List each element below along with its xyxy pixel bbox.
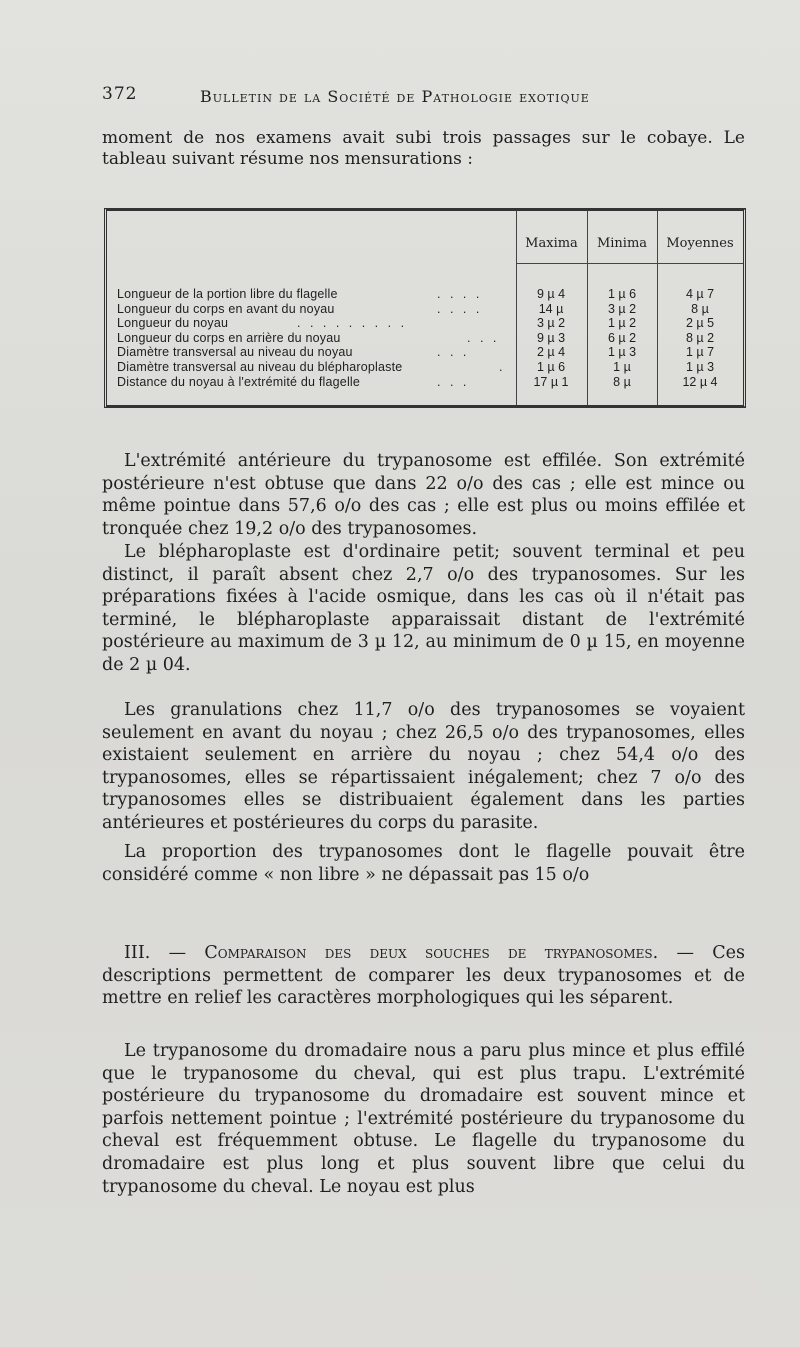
cell-minima: 1 µ 6 [607,287,637,301]
row-label: Longueur de la portion libre du flagelle [117,287,338,301]
table-header-rule [516,263,743,264]
row-leader-dots: . . . . . . . . . [297,316,408,331]
cell-maxima: 2 µ 4 [536,345,566,360]
row-leader-dots: . . . . [437,287,483,301]
section-numeral: III. — [124,943,187,963]
section-heading: Comparaison des deux souches de trypanosomes. [204,943,659,963]
cell-moyennes: 1 µ 7 [685,345,715,360]
cell-moyennes: 8 µ 2 [685,330,715,345]
cell-maxima: 3 µ 2 [536,316,566,331]
cell-moyennes: 1 µ 3 [685,360,715,374]
cell-moyennes: 8 µ [691,301,709,316]
cell-moyennes: 12 µ 4 [682,374,718,389]
row-leader-dots: . . . [437,345,470,360]
page-number: 372 [102,84,138,104]
row-label: Longueur du corps en avant du noyau [117,301,335,316]
row-leader-dots: . . . . [437,301,483,316]
row-label: Diamètre transversal au niveau du noyau [117,345,353,360]
row-leader-dots: . . . [467,330,500,345]
row-leader-dots: . [499,360,506,374]
paragraph-extremite: L'extrémité antérieure du trypanosome est effilée. Son extrémité postérieure n'est obtuse que dans 22 o/o des cas ; elle est mince ou même pointue dans 57,6 o/o des cas ; elle est plus ou moins effilée et tronquée chez 19,2 o/o des trypanosomes. [102,451,745,539]
row-leader-dots: . . . [437,374,470,389]
cell-minima: 1 µ [613,360,631,374]
row-label: Distance du noyau à l'extrémité du flagelle [117,374,361,389]
paragraph-granulations: Les granulations chez 11,7 o/o des trypanosomes se voyaient seulement en avant du noyau ; chez 26,5 o/o des trypanosomes, elles existaient seulement en arrière du noyau ; chez 54,4 o/o des trypanosomes, elles se répartissaient inégalement; chez 7 o/o des trypanosomes elles se distribuaient également dans les parties antérieures et postérieures du corps du parasite. [102,700,745,833]
cell-minima: 3 µ 2 [607,301,637,316]
paragraph-blepharoplaste: Le blépharoplaste est d'ordinaire petit; souvent terminal et peu distinct, il paraît absent chez 2,7 o/o des trypanosomes. Sur les préparations fixées à l'acide osmique, dans les cas où il n'était pas terminé, le blépharoplaste apparaissait distant de l'extrémité postérieure au maximum de 3 µ 12, au minimum de 0 µ 15, en moyenne de 2 µ 04. [102,542,745,675]
column-header-minima: Minima [596,236,648,251]
column-header-maxima: Maxima [525,236,578,251]
row-label: Longueur du corps en arrière du noyau [117,330,341,345]
cell-maxima: 9 µ 3 [536,330,566,345]
paragraph-section-iii [102,942,745,1010]
cell-maxima: 14 µ [538,301,564,316]
column-header-moyennes: Moyennes [666,236,734,251]
cell-maxima: 9 µ 4 [536,287,566,301]
intro-text: moment de nos examens avait subi trois passages sur le cobaye. Le tableau suivant résume nos mensurations : [102,128,745,169]
paragraph-flagelle: La proportion des trypanosomes dont le flagelle pouvait être considéré comme « non libre » ne dépassait pas 15 o/o [102,842,745,885]
row-label: Longueur du noyau [117,316,229,331]
cell-moyennes: 2 µ 5 [685,316,715,331]
cell-minima: 1 µ 2 [607,316,637,331]
cell-maxima: 1 µ 6 [536,360,566,374]
section-intro: — Ces descriptions permettent de comparer les deux trypanosomes et de mettre en relief les caractères morphologiques qui les séparent. [102,943,745,1009]
paragraph-comparison: Le trypanosome du dromadaire nous a paru plus mince et plus effilé que le trypanosome du cheval, qui est plus trapu. L'extrémité postérieure du trypanosome du dromadaire est souvent mince et parfois nettement pointue ; l'extrémité postérieure du trypanosome du cheval est fréquemment obtuse. Le flagelle du trypanosome du dromadaire est plus long et plus souvent libre que celui du trypanosome du cheval. Le noyau est plus [102,1041,745,1197]
measurements-table [104,208,746,408]
cell-minima: 1 µ 3 [607,345,637,360]
cell-moyennes: 4 µ 7 [685,287,715,301]
journal-title: Bulletin de la Société de Pathologie exotique [200,87,590,106]
cell-minima: 8 µ [613,374,631,389]
row-label: Diamètre transversal au niveau du blépharoplaste [117,360,403,374]
cell-minima: 6 µ 2 [607,330,637,345]
cell-maxima: 17 µ 1 [533,374,569,389]
